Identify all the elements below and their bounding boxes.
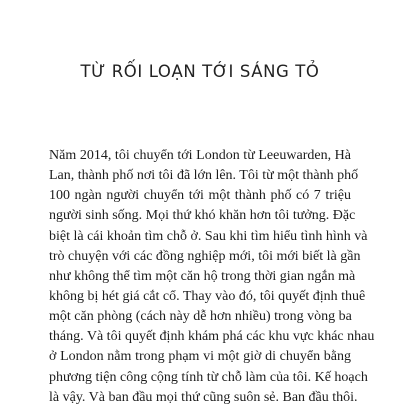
paragraph-line: Năm 2014, tôi chuyển tới London từ Leeuwarden, Hà xyxy=(49,148,351,163)
paragraph-line: không bị hét giá cắt cổ. Thay vào đó, tôi quyết định thuê xyxy=(49,288,366,304)
paragraph-line: Lan, thành phố nơi tôi đã lớn lên. Tôi từ một thành phố xyxy=(49,168,359,184)
paragraph-line: tháng. Và tôi quyết định khám phá các khu vực khác nhau xyxy=(49,329,375,345)
paragraph-line: ở London nằm trong phạm vi một giờ di chuyển bằng xyxy=(49,349,351,365)
paragraph-line: là vậy. Và ban đầu mọi thứ cũng suôn sẻ. Ban đầu thôi. xyxy=(49,389,358,405)
paragraph-line: như không thể tìm một căn hộ trong thời gian ngắn mà xyxy=(49,268,356,284)
paragraph-line: trò chuyện với các đồng nghiệp mới, tôi mới biết là gần xyxy=(49,248,361,264)
paragraph-line: 100 ngàn người chuyển tới một thành phố có 7 triệu xyxy=(49,188,351,204)
chapter-title: TỪ RỐI LOẠN TỚI SÁNG TỎ xyxy=(80,62,320,81)
paragraph-line: một căn phòng (cách này dễ hơn nhiều) trong vòng ba xyxy=(49,309,352,325)
paragraph-line: người sinh sống. Mọi thứ khó khăn hơn tôi tưởng. Đặc xyxy=(49,208,356,224)
paragraph-line: phương tiện công cộng tính từ chỗ làm của tôi. Kế hoạch xyxy=(49,369,368,385)
body-paragraph xyxy=(49,146,375,408)
paragraph-line: biệt là cái khoản tìm chỗ ở. Sau khi tìm hiểu tình hình và xyxy=(49,228,368,244)
